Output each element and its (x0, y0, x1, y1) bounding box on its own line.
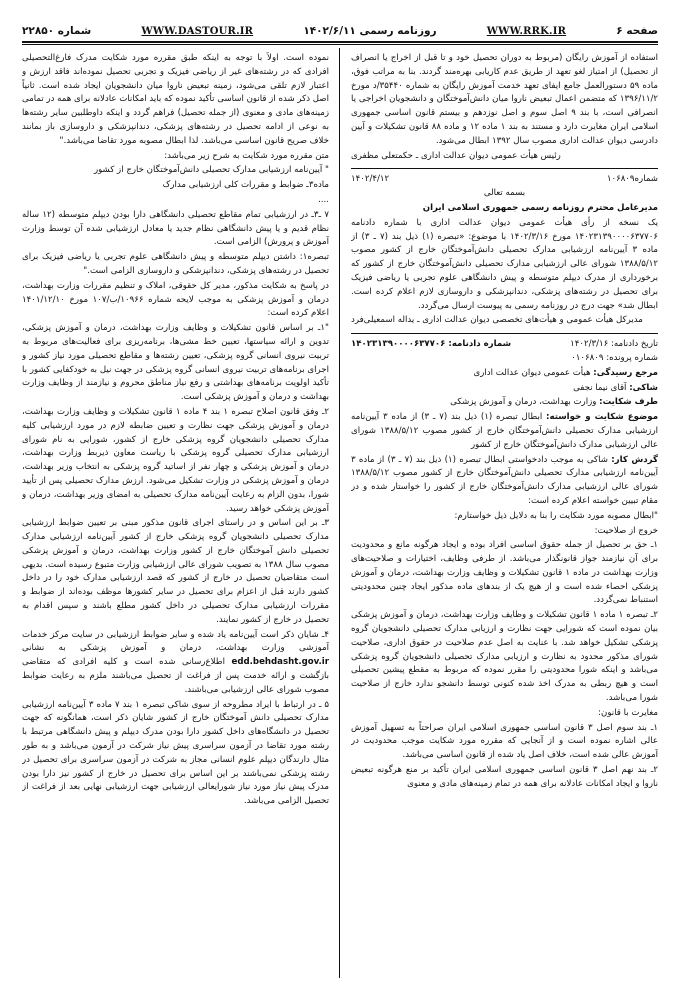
header-rule-thin (22, 44, 658, 45)
header-rule (22, 41, 658, 43)
paragraph: "۱ـ بر اساس قانون تشکیلات و وظایف وزارت بهداشت، درمان و آموزش پزشکی، تدوین و ارائه سیاستها، تعیین خط مشی‌ها، برنامه‌ریزی برای فعالیت‌های مربوط به تربیت نیروی انسانی گروه پزشکی، تعیین رشته‌ها و مقاطع تحصیلی مورد نیاز کشور و اجرای برنامه‌های تربیت نیروی انسانی گروه پزشکی در جهت نیل به خودکفایی کشور با تأکید اولویت برنامه‌های بهداشتی و رفع نیاز مناطق محروم و نیازمند از وظایف وزارت بهداشت و درمان و آموزش پزشکی است. (22, 323, 329, 403)
defendant-value: وزارت بهداشت، درمان و آموزش پزشکی (450, 397, 597, 408)
site-link-dastour[interactable]: WWW.DASTOUR.IR (141, 25, 254, 37)
paragraph: متن مقرره مورد شکایت به شرح زیر می‌باشد: (164, 150, 329, 161)
vote-date: تاریخ دادنامه: ۱۴۰۲/۳/۱۶ (570, 339, 658, 350)
gazette-date: روزنامه رسمی ۱۴۰۲/۶/۱۱ (303, 25, 437, 37)
subject-value: ابطال تبصره (۱) ذیل بند (۷ ـ ۳) از ماده ۳ آیین‌نامه ارزشیابی مدارک تحصیلی دانش‌آموختگان خارج از کشور مصوب ۱۳۸۸/۵/۱۲ شورای عالی ارزشیابی مدارک دانش‌آموختگان خارج از کشور (351, 412, 658, 450)
paragraph: در پاسخ به شکایت مذکور، مدیر کل حقوقی، املاک و تنظیم مقررات وزارت بهداشت، درمان و آموزش پزشکی به موجب لایحه شماره ۱۰۹۶۶/ب/۱۰۷ مورخ ۱۴۰۱/۱۲/۱۰ اعلام کرده است: (22, 280, 329, 319)
paragraph: تبصره۱: داشتن دیپلم متوسطه و پیش دانشگاهی علوم تجربی یا ریاضی فیزیک برای تحصیل در رشته‌های پزشکی، دندانپزشکی و داروسازی الزامی است." (22, 252, 329, 276)
paragraph: ۱ـ حق بر تحصیل از جمله حقوق اساسی افراد بوده و ایجاد هرگونه مانع و محدودیت برای آن نیازمند جواز قانونگذار می‌باشد. از طرفی وظایف، اختیارات و صلاحیت‌های وزارت بهداشت در ماده ۱ قانون تشکیلات و وظایف وزارت بهداشت، درمان و آموزش پزشکی احصاء شده است و از هیچ یک از بندهای ماده مذکور ایجاد چنین محدودیتی استنباط نمی‌گردد. (351, 540, 658, 606)
quote-intro: "ابطال مصوبه مورد شکایت را بنا به دلایل ذیل خواستارم: (454, 510, 658, 521)
letter-number: شماره۱۰۶۸۰۹ (606, 174, 658, 185)
letter-meta (351, 173, 658, 187)
signature: مدیرکل هیأت عمومی و هیأت‌های تخصصی دیوان عدالت اداری ـ یداله اسمعیلی‌فرد (351, 315, 643, 326)
issue-number: شماره ۲۲۸۵۰ (22, 25, 92, 37)
paragraph-part: ۴ـ شایان ذکر است آیین‌نامه یاد شده و سایر ضوابط ارزشیابی در سایت مرکز خدمات آموزشی وزارت بهداشت، درمان و آموزش پزشکی به نشانی (22, 629, 329, 654)
signature: رئیس هیأت عمومی دیوان عدالت اداری ـ حکمتعلی مظفری (351, 150, 561, 161)
vote-meta (351, 338, 658, 352)
process-value: شاکی به موجب دادخواستی ابطال تبصره (۱) ذیل بند (۷ ـ ۳) از ماده ۳ آیین‌نامه ارزشیابی مدارک تحصیلی دانش‌آموختگان خارج از کشور مصوب ۱۳۸۸/۵/۱۲ شورای عالی ارزشیابی مدارک دانش‌آموختگان خارج از کشور را خواستار شده و در مقام تبیین خواسته اعلام کرده است: (351, 454, 658, 506)
paragraph: ۱ـ بند سوم اصل ۳ قانون اساسی جمهوری اسلامی ایران صراحتاً به تسهیل آموزش عالی اشاره نموده است و از آنجایی که مقرره مورد شکایت موجب محدودیت در آموزش عالی شده است، خلاف اصل یاد شده از قانون اساسی می‌باشد. (351, 722, 658, 761)
paragraph-part: اطلاع‌رسانی شده است و کلیه افرادی که متقاضی بازگشت و ارائه خدمت پس از فراغت از تحصیل می‌باشند ملزم به رعایت ضوابط مصوب شورای عالی ارزشیابی می‌باشند. (22, 657, 329, 695)
plaintiff-value: آقای نیما نجفی (573, 382, 627, 393)
ellipsis: .... (318, 194, 329, 205)
reference-label: مرجع رسیدگی: (593, 367, 658, 378)
process-line (351, 454, 658, 509)
plaintiff-label: شاکی: (629, 382, 658, 393)
letter-date: ۱۴۰۲/۴/۱۲ (351, 174, 390, 185)
paragraph: استفاده از آموزش رایگان (مربوط به دوران تحصیل خود و تا قبل از اخراج یا انصراف از تحصیل) از امتیاز لغو تعهد از طریق عدم کاریابی بهره‌مند گردند. بنا به مراتب فوق، ماده ۵۹ دستورالعمل جامع ایفای تعهد خدمت آموزش رایگان به شماره ۳۵۴۴۰/د مورخ ۱۳۹۶/۱۱/۲ که متضمن اعمال تبعیض ناروا میان دانش‌آموختگان و دانشجویان اخراجی یا انصرافی است، با بند ۹ اصل سوم و اصل نوزدهم و بیستم قانون اساسی جمهوری اسلامی ایران مغایرت دارد و مستند به بند ۱ ماده ۱۲ و ماده ۸۸ قانون تشکیلات و آیین دادرسی دیوان عدالت اداری مصوب سال ۱۳۹۲ ابطال می‌شود. (351, 53, 658, 146)
defendant-label: طرف شکایت: (599, 397, 658, 408)
vote-number: شماره دادنامه: ۱۴۰۲۳۱۳۹۰۰۰۰۶۳۷۷۰۶ (351, 339, 512, 350)
subject-label: موضوع شکایت و خواسته: (546, 412, 658, 423)
addressee: مدیرعامل محترم روزنامه رسمی جمهوری اسلامی ایران (422, 202, 658, 213)
paragraph: نموده است. اولاً با توجه به اینکه طبق مقرره مورد شکایت مدرک فارغ‌التحصیلی افرادی که در رشته‌های غیر از ریاضی فیزیک و تجربی تحصیل نموده‌اند فاقد ارزش و اعتبار لازم تلقی می‌شود، زمینه تبعیض ناروا میان دانشجویان ایجاد شده است. ثانیاً اصل ذکر شده از قانون اساسی تأکید نموده که باید امکانات عادلانه برای همه در تمامی زمینه‌های مادی و معنوی (از جمله تحصیل) فراهم گردد و اینکه داوطلبین سایر رشته‌ها به نوعی از ادامه تحصیل در رشته‌های پزشکی، دندانپزشکی و داروسازی باز بمانند خلاف صریح قانون اساسی می‌باشد. لذا ابطال مصوبه مورد تقاضا می‌باشد." (22, 53, 329, 146)
left-column (22, 52, 329, 978)
reference-value: هیأت عمومی دیوان عدالت اداری (473, 367, 591, 378)
columns (22, 52, 658, 978)
site-link-rrk[interactable]: WWW.RRK.IR (486, 25, 567, 37)
section-divider (351, 168, 658, 169)
bismillah: بسمه تعالی (483, 188, 526, 199)
case-number: شماره پرونده: ۰۱۰۶۸۰۹ (571, 352, 658, 363)
paragraph: ۲ـ بند نهم اصل ۳ قانون اساسی جمهوری اسلامی ایران تأکید بر منع هرگونه تبعیض ناروا و ایجاد امکانات عادلانه برای همه در تمام زمینه‌های مادی و معنوی (351, 765, 658, 789)
quoted-article: ماده۳ـ ضوابط و مقررات کلی ارزشیابی مدارک (162, 180, 329, 191)
right-column (351, 52, 658, 978)
paragraph: ۲ـ وفق قانون اصلاح تبصره ۱ بند ۴ ماده ۱ قانون تشکیلات و وظایف وزارت بهداشت، درمان و آموزش پزشکی جهت نظارت و تعیین ضابطه لازم در مورد ارزشیابی کلیه مدارک تحصیلی دانشجویان گروه پزشکی خارج از کشور، شورایی به نام شورای ارزشیابی مدارک تحصیلی گروه پزشکی با ریاست معاون ذیربط وزارت بهداشت، درمان و آموزش پزشکی و چهار نفر از اساتید گروه پزشکی به انتخاب وزیر بهداشت، درمان و آموزش پزشکی در وزارت تشکیل می‌شود. ارزش مدارک تحصیلی پس از تأیید شورا، بدون الزام به رعایت آیین‌نامه مدارک تحصیلی به امضای وزیر بهداشت، درمان و آموزش پزشکی خواهد رسید. (22, 406, 329, 514)
page-number: صفحه ۶ (616, 25, 658, 37)
paragraph: یک نسخه از رأی هیأت عمومی دیوان عدالت اداری با شماره دادنامه ۱۴۰۲۳۱۳۹۰۰۰۰۶۳۷۷۰۶ مورخ ۱۴۰۲/۳/۱۶ با موضوع: «تبصره (۱) ذیل بند (۷ ـ ۳) از ماده ۳ آیین‌نامه ارزشیابی مدارک تحصیلی دانش‌آموختگان خارج از کشور مصوب ۱۳۸۸/۵/۱۲ شورای عالی ارزشیابی مدارک تحصیلی دانش‌آموختگان خارج از کشور که برخورداری از مدرک دیپلم متوسطه و پیش دانشگاهی علوم تجربی یا ریاضی فیزیک برای تحصیل در رشته‌های پزشکی، دندانپزشکی و داروسازی لازم اعلام کرده است. ابطال شد» جهت درج در روزنامه رسمی به پیوست ارسال می‌گردد. (351, 217, 658, 311)
subheading: مغایرت با قانون: (598, 707, 658, 718)
plaintiff-line (351, 382, 658, 396)
reference-line (351, 367, 658, 381)
section-divider (351, 333, 658, 334)
paragraph (22, 629, 329, 698)
paragraph: ۳ـ بر این اساس و در راستای اجرای قانون مذکور مبنی بر تعیین ضوابط ارزشیابی مدارک تحصیلی دانشجویان گروه پزشکی خارج از کشور آیین‌نامه ارزشیابی مدارک تحصیلی دانش آموختگان خارج از کشور وزارت بهداشت، درمان و آموزش پزشکی مصوب سال ۱۳۸۸ به تصویب شورای عالی ارزشیابی وزارت متبوع رسیده است. بدیهی است متقاضیان تحصیل در خارج از کشور که قصد ارزشیابی مدارک خود را در داخل کشور دارند قبل از اعزام برای تحصیل در سایر کشورها موظف بوده‌اند از ضوابط و مقررات ارزشیابی مدارک تحصیلی در داخل کشور مطلع باشند و سپس اقدام به تحصیل در خارج از کشور نمایند. (22, 518, 329, 625)
defendant-line (351, 396, 658, 410)
subheading: خروج از صلاحیت: (594, 525, 658, 536)
quoted-title: " آیین‌نامه ارزشیابی مدارک تحصیلی دانش‌آموختگان خارج از کشور (93, 165, 329, 176)
paragraph: ۵ ـ در ارتباط با ایراد مطروحه از سوی شاکی تبصره ۱ بند ۷ ماده ۳ آیین‌نامه ارزشیابی مدارک تحصیلی دانش آموختگان خارج از کشور شایان ذکر است، همانگونه که جهت تحصیل در دانشگاه‌های داخل کشور دارا بودن مدرک دیپلم و پیش دانشگاهی مرتبط با رشته مورد تقاضا در آزمون سراسری پیش نیاز شرکت در آزمون می‌باشد و به طور مثال دارندگان دیپلم علوم انسانی مجاز به شرکت در آزمون سراسری برای تحصیل در رشته پزشکی نمی‌باشند بر این اساس برای تحصیل در خارج از کشور نیز دارا بودن مدرک پیش نیاز مورد نیاز شورایعالی ارزشیابی جهت ارزشیابی نهایی بعد از فراغت از تحصیل الزامی می‌باشد. (22, 699, 329, 807)
ministry-url[interactable]: edd.behdasht.gov.ir (231, 657, 329, 668)
subject-line (351, 411, 658, 452)
paragraph: ۲ـ تبصره ۱ ماده ۱ قانون تشکیلات و وظایف وزارت بهداشت، درمان و آموزش پزشکی بیان نموده است که شورایی جهت نظارت و ارزیابی مدارک تحصیلی دانشجویان گروه پزشکی تشکیل خواهد شد. با عنایت به اصل عدم صلاحیت در حقوق اداری، صلاحیت شورای مذکور محدود به نظارت و ارزیابی مدارک تحصیلی دانشجویان گروه پزشکی می‌باشد و اینکه شورا محدودیتی را مقرر نموده که مربوط به مقطع پیشین تحصیلی است و هیچ ربطی به مدرک اخذ شده کنونی توسط دانشجو ندارد خارج از صلاحیت شورا می‌باشد. (351, 610, 658, 704)
process-label: گردش کار: (611, 454, 658, 465)
paragraph: ۷ ـ۳ـ در ارزشیابی تمام مقاطع تحصیلی دانشگاهی دارا بودن دیپلم متوسطه (۱۲ ساله نظام قدیم و یا پیش دانشگاهی نظام جدید یا معادل ارزشیابی شده آن توسط وزارت آموزش و پرورش) الزامی است. (22, 209, 329, 248)
page-header (22, 22, 658, 40)
